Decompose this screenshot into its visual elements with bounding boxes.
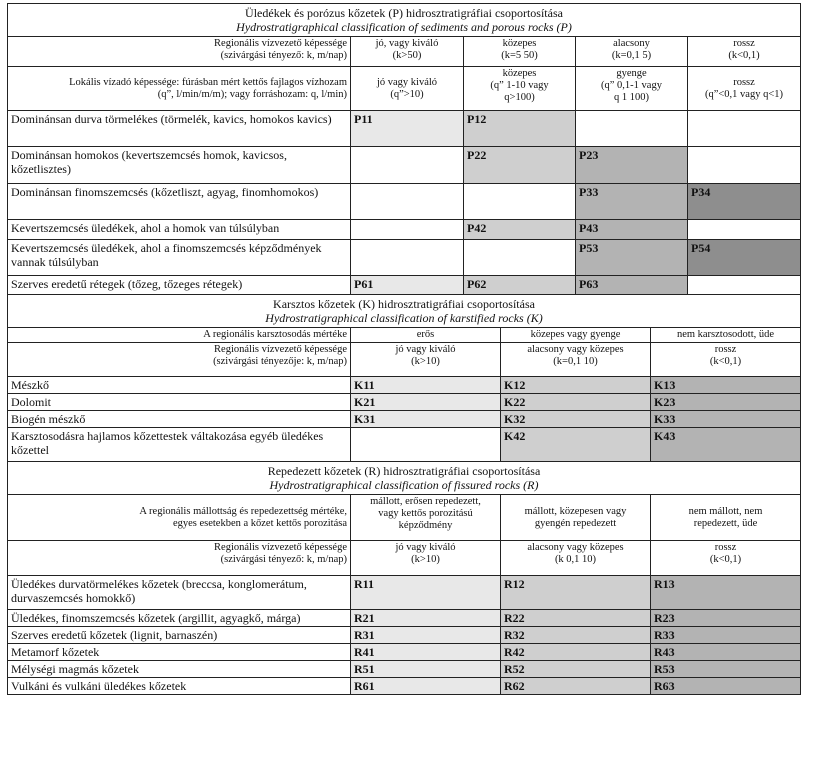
p-reg-col-2-b: (k=5 50) <box>501 50 538 61</box>
p-cell-empty <box>688 147 801 184</box>
p-reg-col-4 <box>688 37 801 67</box>
k-reg-label <box>8 343 351 377</box>
r-reg-col-2-a: alacsony vagy közepes <box>527 542 624 553</box>
p-loc-col-2-b: (q” 1-10 vagy <box>490 80 549 91</box>
p-reg-col-3 <box>576 37 688 67</box>
p-loc-col-3-c: q 1 100) <box>614 92 649 103</box>
k-cell-k12: K12 <box>501 377 651 394</box>
p-cell-empty <box>688 220 801 240</box>
p-reg-label-2: (szivárgási tényező: k, m/nap) <box>220 50 347 61</box>
p-row-4-name: Kevertszemcsés üledékek, ahol a homok van túlsúlyban <box>8 220 351 240</box>
r-reg-col-3-a: rossz <box>714 542 737 553</box>
p-cell-empty <box>351 220 464 240</box>
r-cell-r43: R43 <box>651 644 801 661</box>
r-deg-col-1-c: képződmény <box>398 520 453 531</box>
r-cell-r32: R32 <box>501 627 651 644</box>
p-loc-col-1 <box>351 67 464 111</box>
p-cell-p34: P34 <box>688 184 801 220</box>
k-cell-k11: K11 <box>351 377 501 394</box>
k-row-4-name: Karsztosodásra hajlamos kőzettestek váltakozása egyéb üledékes kőzettel <box>8 428 351 462</box>
r-reg-col-2 <box>501 541 651 576</box>
k-deg-label: A regionális karsztosodás mértéke <box>8 328 351 343</box>
p-loc-col-2 <box>464 67 576 111</box>
r-cell-r33: R33 <box>651 627 801 644</box>
k-title-hu: Karsztos kőzetek (K) hidrosztratigráfiai csoportosítása <box>273 297 535 311</box>
k-cell-k43: K43 <box>651 428 801 462</box>
r-deg-col-1 <box>351 495 501 541</box>
k-cell-k13: K13 <box>651 377 801 394</box>
r-row-5-name: Mélységi magmás kőzetek <box>8 661 351 678</box>
p-cell-empty <box>688 276 801 295</box>
p-loc-col-3-b: (q” 0,1-1 vagy <box>601 80 662 91</box>
p-loc-label-2: (q”, l/min/m/m); vagy forráshozam: q, l/min) <box>157 88 347 100</box>
p-cell-empty <box>688 111 801 147</box>
classification-sheet <box>7 3 800 695</box>
k-reg-col-1 <box>351 343 501 377</box>
p-reg-col-3-a: alacsony <box>613 38 650 49</box>
r-title <box>8 462 801 495</box>
p-reg-col-4-a: rossz <box>733 38 755 49</box>
r-title-hu: Repedezett kőzetek (R) hidrosztratigráfiai csoportosítása <box>267 464 541 478</box>
k-reg-col-1-a: jó vagy kiváló <box>395 344 456 355</box>
p-cell-p22: P22 <box>464 147 576 184</box>
k-reg-col-3-a: rossz <box>714 344 737 355</box>
p-cell-empty <box>351 147 464 184</box>
p-reg-col-1-b: (k>50) <box>392 50 422 61</box>
r-cell-r51: R51 <box>351 661 501 678</box>
r-deg-label-2: egyes esetekben a kőzet kettős porozitása <box>172 517 347 529</box>
k-reg-label-1: Regionális vízvezető képessége <box>214 344 347 355</box>
p-reg-col-1-a: jó, vagy kiváló <box>375 38 439 49</box>
p-reg-col-3-b: (k=0,1 5) <box>611 50 652 61</box>
r-cell-r63: R63 <box>651 678 801 695</box>
r-cell-r23: R23 <box>651 610 801 627</box>
r-cell-r31: R31 <box>351 627 501 644</box>
p-cell-empty <box>464 240 576 276</box>
r-cell-r52: R52 <box>501 661 651 678</box>
r-cell-r61: R61 <box>351 678 501 695</box>
p-row-1-name: Dominánsan durva törmelékes (törmelék, kavics, homokos kavics) <box>8 111 351 147</box>
r-deg-col-3 <box>651 495 801 541</box>
r-deg-col-3-a: nem mállott, nem <box>688 505 763 517</box>
p-cell-p43: P43 <box>576 220 688 240</box>
k-reg-col-2 <box>501 343 651 377</box>
r-reg-label-2: (szivárgási tényező: k, m/nap) <box>220 554 347 565</box>
r-row-2-name: Üledékes, finomszemcsés kőzetek (argillit, agyagkő, márga) <box>8 610 351 627</box>
p-table <box>7 3 801 295</box>
r-reg-col-3 <box>651 541 801 576</box>
r-row-1-name: Üledékes durvatörmelékes kőzetek (breccsa, konglomerátum, durvaszemcsés homokkő) <box>8 576 351 610</box>
p-loc-col-1-a: jó vagy kiváló <box>376 76 438 88</box>
p-loc-label-1: Lokális vízadó képessége: fúrásban mért kettős fajlagos vízhozam <box>69 76 347 88</box>
r-reg-col-1-a: jó vagy kiváló <box>395 542 456 553</box>
k-title <box>8 295 801 328</box>
k-row-1-name: Mészkő <box>8 377 351 394</box>
r-table <box>7 461 801 695</box>
p-cell-empty <box>576 111 688 147</box>
p-cell-empty <box>351 184 464 220</box>
p-cell-p53: P53 <box>576 240 688 276</box>
r-deg-col-1-a: mállott, erősen repedezett, <box>370 496 481 507</box>
p-cell-p12: P12 <box>464 111 576 147</box>
r-reg-label <box>8 541 351 576</box>
p-cell-p42: P42 <box>464 220 576 240</box>
r-reg-col-1 <box>351 541 501 576</box>
k-deg-col-1: erős <box>351 328 501 343</box>
k-row-2-name: Dolomit <box>8 394 351 411</box>
p-reg-col-2-a: közepes <box>502 38 537 49</box>
p-loc-col-3 <box>576 67 688 111</box>
p-cell-empty <box>351 240 464 276</box>
p-loc-col-1-b: (q”>10) <box>390 88 424 100</box>
p-cell-empty <box>464 184 576 220</box>
k-cell-k31: K31 <box>351 411 501 428</box>
p-cell-p33: P33 <box>576 184 688 220</box>
k-reg-col-2-a: alacsony vagy közepes <box>527 344 624 355</box>
p-title <box>8 4 801 37</box>
r-cell-r21: R21 <box>351 610 501 627</box>
r-reg-label-1: Regionális vízvezető képessége <box>214 542 347 553</box>
p-loc-col-4-a: rossz <box>733 76 755 88</box>
k-deg-col-2: közepes vagy gyenge <box>501 328 651 343</box>
p-loc-col-2-c: q>100) <box>504 92 535 103</box>
p-title-hu: Üledékek és porózus kőzetek (P) hidrosztratigráfiai csoportosítása <box>245 6 563 20</box>
k-cell-k32: K32 <box>501 411 651 428</box>
k-cell-k33: K33 <box>651 411 801 428</box>
k-cell-k42: K42 <box>501 428 651 462</box>
k-reg-col-2-b: (k=0,1 10) <box>553 356 598 367</box>
p-row-3-name: Dominánsan finomszemcsés (kőzetliszt, agyag, finomhomokos) <box>8 184 351 220</box>
p-loc-col-2-a: közepes <box>502 68 537 79</box>
p-loc-col-4-b: (q”<0,1 vagy q<1) <box>704 88 784 100</box>
k-reg-col-3-b: (k<0,1) <box>709 356 742 367</box>
r-cell-r62: R62 <box>501 678 651 695</box>
r-deg-col-2-a: mállott, közepesen vagy <box>524 505 627 517</box>
r-deg-label-1: A regionális mállottság és repedezettség mértéke, <box>139 505 347 517</box>
r-row-6-name: Vulkáni és vulkáni üledékes kőzetek <box>8 678 351 695</box>
r-reg-col-2-b: (k 0,1 10) <box>554 554 597 565</box>
r-reg-col-3-b: (k<0,1) <box>709 554 742 565</box>
r-cell-r11: R11 <box>351 576 501 610</box>
r-deg-label <box>8 495 351 541</box>
p-reg-col-1 <box>351 37 464 67</box>
p-reg-col-4-b: (k<0,1) <box>728 50 760 61</box>
r-cell-r13: R13 <box>651 576 801 610</box>
r-deg-col-3-b: repedezett, üde <box>693 517 758 529</box>
p-reg-col-2 <box>464 37 576 67</box>
k-cell-k22: K22 <box>501 394 651 411</box>
p-reg-label <box>8 37 351 67</box>
p-row-5-name: Kevertszemcsés üledékek, ahol a finomszemcsés képződmények vannak túlsúlyban <box>8 240 351 276</box>
k-table <box>7 294 801 462</box>
r-cell-r22: R22 <box>501 610 651 627</box>
k-row-3-name: Biogén mészkő <box>8 411 351 428</box>
k-cell-k21: K21 <box>351 394 501 411</box>
p-loc-label <box>8 67 351 111</box>
p-reg-label-1: Regionális vízvezető képessége <box>214 38 347 49</box>
p-row-2-name: Dominánsan homokos (kevertszemcsés homok, kavicsos, kőzetlisztes) <box>8 147 351 184</box>
r-row-4-name: Metamorf kőzetek <box>8 644 351 661</box>
k-reg-label-2: (szivárgási tényezője: k, m/nap) <box>213 356 347 367</box>
r-cell-r12: R12 <box>501 576 651 610</box>
p-loc-col-4 <box>688 67 801 111</box>
r-title-en: Hydrostratigraphical classification of fissured rocks (R) <box>269 478 539 492</box>
p-row-6-name: Szerves eredetű rétegek (tőzeg, tőzeges rétegek) <box>8 276 351 295</box>
r-deg-col-2-b: gyengén repedezett <box>534 517 617 529</box>
k-cell-empty <box>351 428 501 462</box>
p-cell-p11: P11 <box>351 111 464 147</box>
p-title-en: Hydrostratigraphical classification of sediments and porous rocks (P) <box>236 20 572 34</box>
p-cell-p63: P63 <box>576 276 688 295</box>
k-reg-col-3 <box>651 343 801 377</box>
k-reg-col-1-b: (k>10) <box>411 356 440 367</box>
r-cell-r53: R53 <box>651 661 801 678</box>
p-cell-p23: P23 <box>576 147 688 184</box>
r-cell-r41: R41 <box>351 644 501 661</box>
r-reg-col-1-b: (k>10) <box>411 554 440 565</box>
k-cell-k23: K23 <box>651 394 801 411</box>
k-deg-col-3: nem karsztosodott, üde <box>651 328 801 343</box>
k-title-en: Hydrostratigraphical classification of karstified rocks (K) <box>265 311 543 325</box>
p-loc-col-3-a: gyenge <box>616 68 647 79</box>
r-cell-r42: R42 <box>501 644 651 661</box>
r-deg-col-1-b: vagy kettős porozitású <box>378 508 473 519</box>
r-row-3-name: Szerves eredetű kőzetek (lignit, barnaszén) <box>8 627 351 644</box>
p-cell-p54: P54 <box>688 240 801 276</box>
p-cell-p62: P62 <box>464 276 576 295</box>
r-deg-col-2 <box>501 495 651 541</box>
p-cell-p61: P61 <box>351 276 464 295</box>
